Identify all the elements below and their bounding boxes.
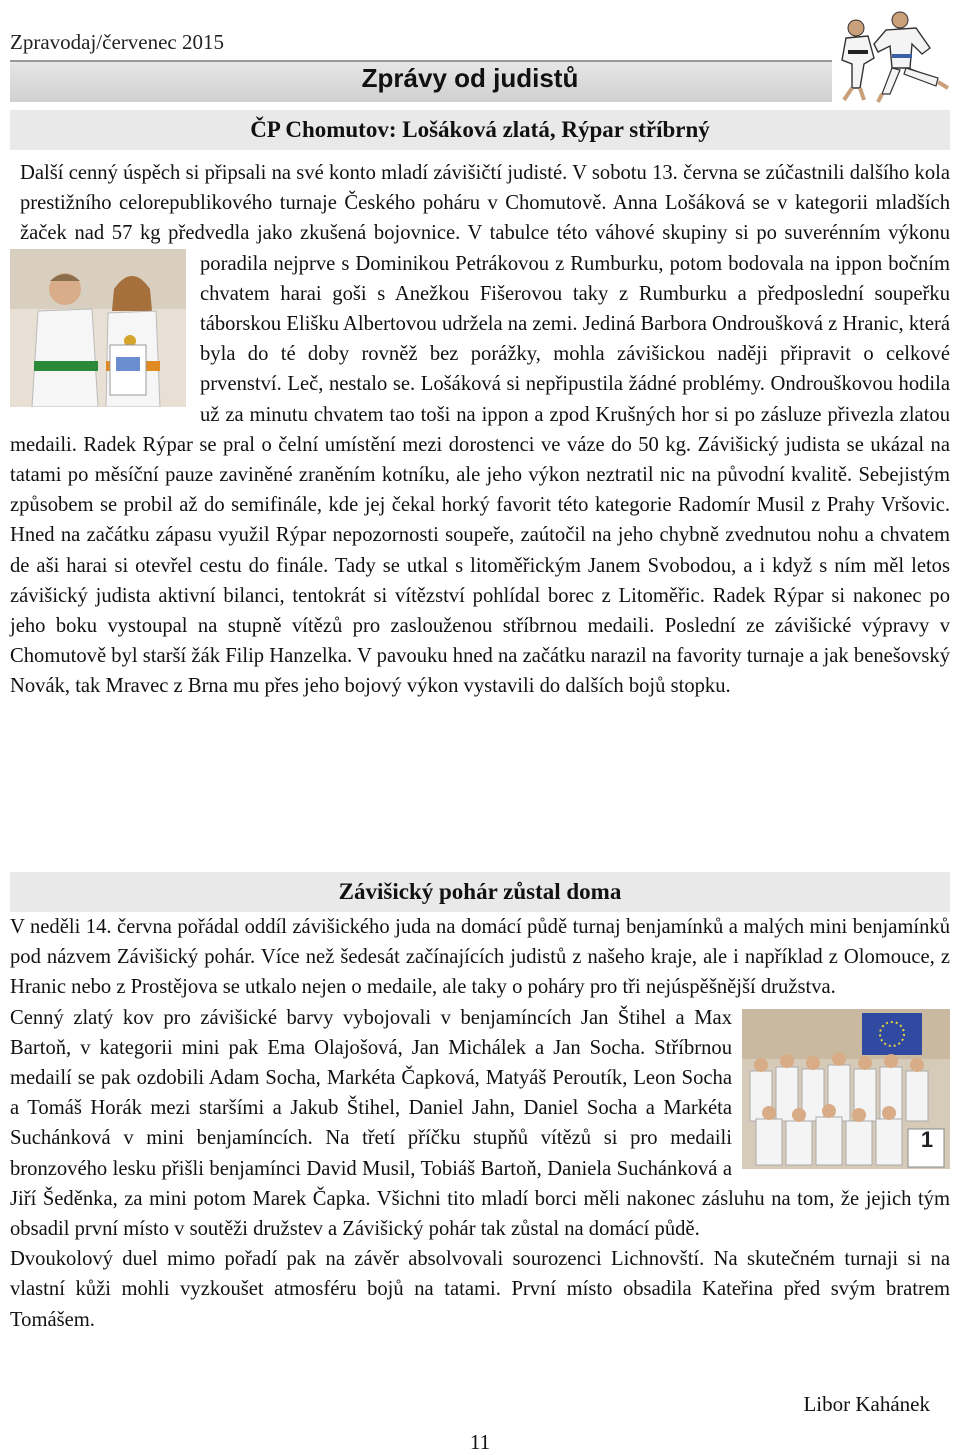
article2-paragraph2: Cenný zlatý kov pro závišické barvy vybojovali v benjamíncích Jan Štihel a Max Bartoň, v kategorii mini pak Ema Olajošová, Jan Michálek a Jan Socha. Stříbrnou medailí se pak ozdobili Adam Socha, Markéta Čapková, Matyáš Peroutík, Leon Socha a Tomáš Horák mezi staršími a Jakub Štihel, Daniel Jahn, Daniel Socha a Markéta Suchánková v mini benjamíncích. Na třetí příčku stupňů vítězů si pro medaili bronzového lesku přišli benjamínci David Musil, Tobiáš Bartoň, Daniela Suchánková a Jiří Šeděnka, za mini potom Marek Čapka. Všichni tito mladí borci měli nakonec zásluhu na tom, že jejich tým obsadil první místo v soutěži družstev a Závišický pohár tak zůstal na domácí půdě. bbox=[10, 1006, 950, 1241]
article1-title: ČP Chomutov: Lošáková zlatá, Rýpar stříbrný bbox=[250, 117, 710, 142]
publication-header: Zpravodaj/červenec 2015 bbox=[10, 30, 224, 54]
page-number: 11 bbox=[469, 1430, 491, 1454]
article2-title: Závišický pohár zůstal doma bbox=[338, 879, 622, 904]
judo-logo-image bbox=[834, 8, 952, 104]
article2-paragraph3: Dvoukolový duel mimo pořadí pak na závěr absolvovali sourozenci Lichnovští. Na skutečném turnaji si na vlastní kůži mohli vyzkoušet atmosféru bojů na tatami. První místo obsadila Kateřina před svým bratrem Tomášem. bbox=[10, 1248, 950, 1331]
article1-text: Další cenný úspěch si připsali na své konto mladí závišičtí judisté. V sobotu 13. června se zúčastnili dalšího kola prestižního celorepublikového turnaje Českého poháru v Chomutově. Anna Lošáková se v kategorii mladších žaček nad 57 kg předvedla jako zkušená bojovnice. V tabulce této váhové skupiny si po suverénním výkonu poradila nejprve s Dominikou Petrákovou z Rumburku, potom bodovala na ippon bočním chvatem harai goši s Anežkou Fišerovou taky z Rumburku a předposlední soupeřku táborskou Elišku Albertovou udržela na zemi. Jediná Barbora Ondroušková z Hranic, která byla do té doby rovněž bez porážky, mohla závišickou naději připravit o celkové prvenství. Leč, nestalo se. Lošáková si nepřipustila žádné problémy. Ondrouškovou hodila už za minutu chvatem tao toši na ippon a zpod Krušných hor si po zásluze přivezla zlatou medaili. Radek Rýpar se pral o čelní umístění mezi dorostenci ve váze do 50 kg. Závišický judista se ukázal na tatami po měsíční pauze zaviněné zraněním kotníku, ale jeho výkon neztratil nic na původní kvalitě. Sebejistým způsobem se probil až do semifinále, kde jej čekal horký favorit této kategorie Radomír Musil z Prahy Vršovic. Hned na začátku zápasu využil Rýpar nepozornosti soupeře, zaútočil na jeho chybně zvednutou nohu a chvatem de aši harai si otevřel cestu do finále. Tady se utkal s litoměřickým Janem Svobodou, a i když s ním měl letos závišický judista aktivní bilanci, tentokrát si vítězství pohlídal borec z Litoměřic. Radek Rýpar si nakonec po jeho boku vystoupal na stupně vítězů pro zaslouženou stříbrnou medaili. Poslední ze závišické výpravy v Chomutově byl starší žák Filip Hanzelka. V pavouku hned na začátku narazil na favority turnaje a jak benešovský Novák, tak Mravec z Brna mu přes jeho bojový výkon vystavili do dalších bojů stopku. bbox=[10, 162, 950, 698]
author-signature: Libor Kahánek bbox=[803, 1392, 930, 1416]
athletes-medal-photo bbox=[10, 249, 186, 407]
section-title: Zprávy od judistů bbox=[361, 63, 579, 93]
article1-body bbox=[10, 158, 950, 702]
article2-paragraph1: V neděli 14. června pořádal oddíl závišického juda na domácí půdě turnaj benjamínků a malých mini benjamínků pod názvem Závišický pohár. Více než šedesát začínajících judistů z našeho kraje, ale i například z Olomouce, z Hranic nebo z Prostějova se utkalo nejen o medaile, ale taky o poháry pro tři nejúspěšnější družstva. bbox=[10, 916, 950, 999]
team-photo-container bbox=[742, 1009, 950, 1169]
podium-number: 1 bbox=[920, 1126, 934, 1152]
article2-body bbox=[10, 912, 950, 1335]
